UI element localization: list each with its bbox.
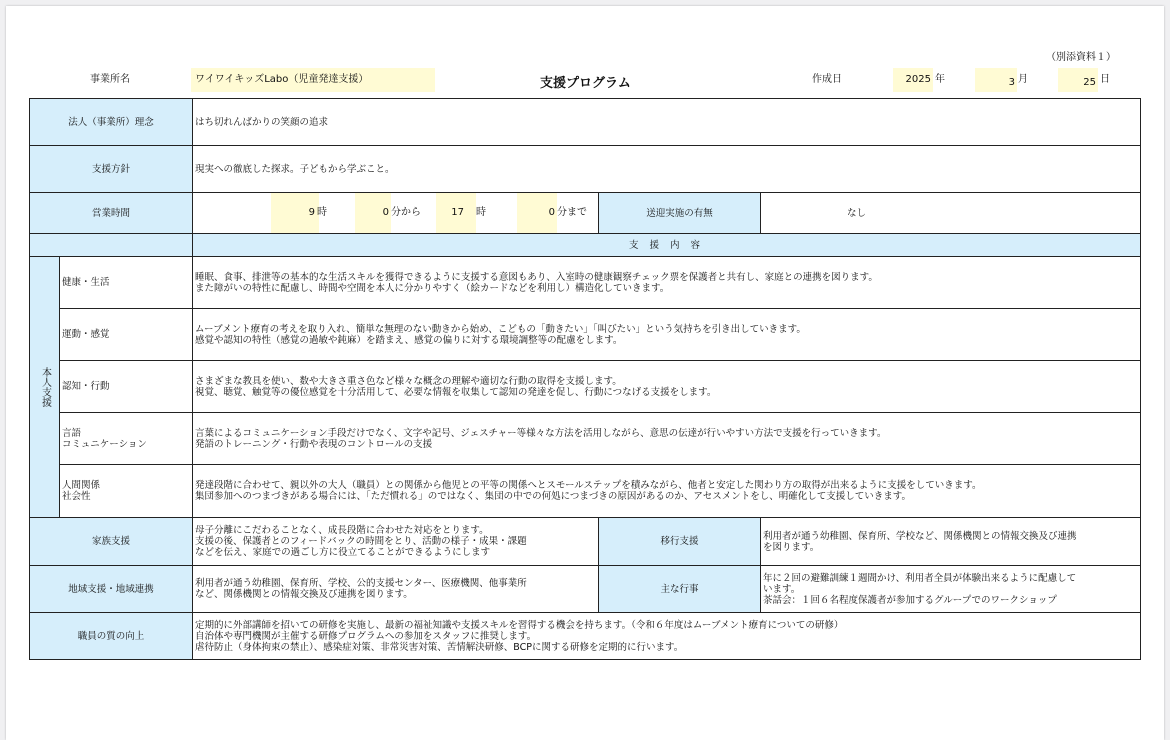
policy-row — [30, 146, 1141, 193]
start-hour: 9 — [308, 207, 316, 218]
day-unit: 日 — [1100, 74, 1110, 85]
philosophy-row — [30, 99, 1141, 146]
created-day: 25 — [1058, 68, 1098, 92]
month-unit: 月 — [1018, 74, 1028, 85]
created-month: 3 — [975, 68, 1017, 92]
community-text: 利用者が通う幼稚園、保育所、学校、公的支援センター、医療機関、他事業所 など、関係機関との情報交換及び連携を図ります。 — [193, 566, 599, 613]
transition-label: 移行支援 — [599, 518, 761, 566]
family-text: 母子分離にこだわることなく、成長段階に合わせた対応をとります。 支援の後、保護者とのフィードバックの時間をとり、活動の様子・成果・課題 などを伝え、家庭での過ごし方に役立てることができるようにします — [193, 518, 599, 566]
personal-row-3 — [30, 361, 1141, 413]
personal-text-movement: ムーブメント療育の考えを取り入れ、簡単な無理のない動きから始め、こどもの「動きたい」「叫びたい」という気持ちを引き出していきます。 感覚や認知の特性（感覚の過敏や鈍麻）を踏まえ、感覚の偏りに対する環境調整等の配慮をします。 — [193, 309, 1141, 361]
family-row — [30, 518, 1141, 566]
personal-row-2 — [30, 309, 1141, 361]
support-program-table — [29, 98, 1141, 660]
personal-row-1 — [30, 257, 1141, 309]
personal-text-health: 睡眠、食事、排泄等の基本的な生活スキルを獲得できるように支援する意図もあり、入室時の健康観察チェック票を保護者と共有し、家庭との連携を図ります。 また障がいの特性に配慮し、時間や空間を本人に分かりやすく（絵カードなどを利用し）構造化していきます。 — [193, 257, 1141, 309]
personal-support-label: 本人支援 — [39, 367, 51, 407]
year-unit: 年 — [935, 74, 945, 85]
transport-label: 送迎実施の有無 — [599, 193, 761, 234]
created-year: 2025 — [893, 68, 933, 92]
created-label: 作成日 — [812, 74, 842, 85]
philosophy-value: はち切れんばかりの笑顔の追求 — [193, 99, 1141, 146]
support-header-row — [30, 234, 1141, 257]
personal-label-language: 言語 コミュニケーション — [60, 413, 193, 465]
policy-value: 現実への徹底した探求。子どもから学ぶこと。 — [193, 146, 1141, 193]
family-label: 家族支援 — [30, 518, 193, 566]
community-label: 地域支援・地域連携 — [30, 566, 193, 613]
hour-unit-2: 時 — [476, 207, 487, 218]
to-unit: 分まで — [557, 207, 588, 218]
from-unit: 分から — [391, 207, 422, 218]
office-label: 事業所名 — [90, 74, 130, 85]
personal-support-group — [30, 257, 60, 518]
personal-row-5 — [30, 465, 1141, 518]
personal-label-health: 健康・生活 — [60, 257, 193, 309]
personal-label-movement: 運動・感覚 — [60, 309, 193, 361]
staff-text: 定期的に外部講師を招いての研修を実施し、最新の福祉知識や支援スキルを習得する機会を持ちます。（令和６年度はムーブメント療育についての研修） 自治体や専門機関が主催する研修プログラムへの参加をスタッフに推奨します。 虐待防止（身体拘束の禁止）、感染症対策、非常災害対策、苦情解決研修、BCPに関する研修を定期的に行います。 — [193, 613, 1141, 660]
hour-unit: 時 — [317, 207, 328, 218]
events-text: 年に２回の避難訓練１週間かけ、利用者全員が体験出来るように配慮して います。 茶話会：１回６名程度保護者が参加するグループでのワークショップ — [761, 566, 1141, 613]
policy-label: 支援方針 — [30, 146, 193, 193]
staff-label: 職員の質の向上 — [30, 613, 193, 660]
transition-text: 利用者が通う幼稚園、保育所、学校など、関係機関との情報交換及び連携 を図ります。 — [761, 518, 1141, 566]
hours-label: 営業時間 — [30, 193, 193, 234]
hours-row — [30, 193, 1141, 234]
annex-label: （別添資料１） — [1046, 52, 1116, 63]
end-hour: 17 — [451, 207, 465, 218]
personal-label-cognition: 認知・行動 — [60, 361, 193, 413]
philosophy-label: 法人（事業所）理念 — [30, 99, 193, 146]
personal-text-language: 言葉によるコミュニケーション手段だけでなく、文字や記号、ジェスチャー等様々な方法を活用しながら、意思の伝達が行いやすい方法で支援を行っていきます。 発語のトレーニング・行動や表現のコントロールの支援 — [193, 413, 1141, 465]
end-minute: 0 — [548, 207, 556, 218]
start-minute: 0 — [382, 207, 390, 218]
staff-row — [30, 613, 1141, 660]
transport-value: なし — [761, 193, 1141, 234]
events-label: 主な行事 — [599, 566, 761, 613]
support-header-blank — [30, 234, 193, 257]
personal-text-social: 発達段階に合わせて、親以外の大人（職員）との関係から他児との平等の関係へとスモールステップを積みながら、他者と安定した関わり方の取得が出来るように支援をしていきます。 集団参加へのつまづきがある場合には、「ただ慣れる」のではなく、集団の中での何処につまづきの原因があるのか、アセスメントをし、明確化して支援していきます。 — [193, 465, 1141, 518]
page-title: 支援プログラム — [540, 76, 631, 91]
personal-text-cognition: さまざまな教具を使い、数や大きさ重さ色など様々な概念の理解や適切な行動の取得を支援します。 視覚、聴覚、触覚等の優位感覚を十分活用して、必要な情報を収集して認知の発達を促し、行動につなげる支援をします。 — [193, 361, 1141, 413]
office-name: ワイワイキッズLabo（児童発達支援） — [191, 68, 435, 92]
personal-row-4 — [30, 413, 1141, 465]
support-header: 支 援 内 容 — [193, 234, 1141, 257]
personal-label-social: 人間関係 社会性 — [60, 465, 193, 518]
hours-value — [193, 193, 599, 234]
community-row — [30, 566, 1141, 613]
